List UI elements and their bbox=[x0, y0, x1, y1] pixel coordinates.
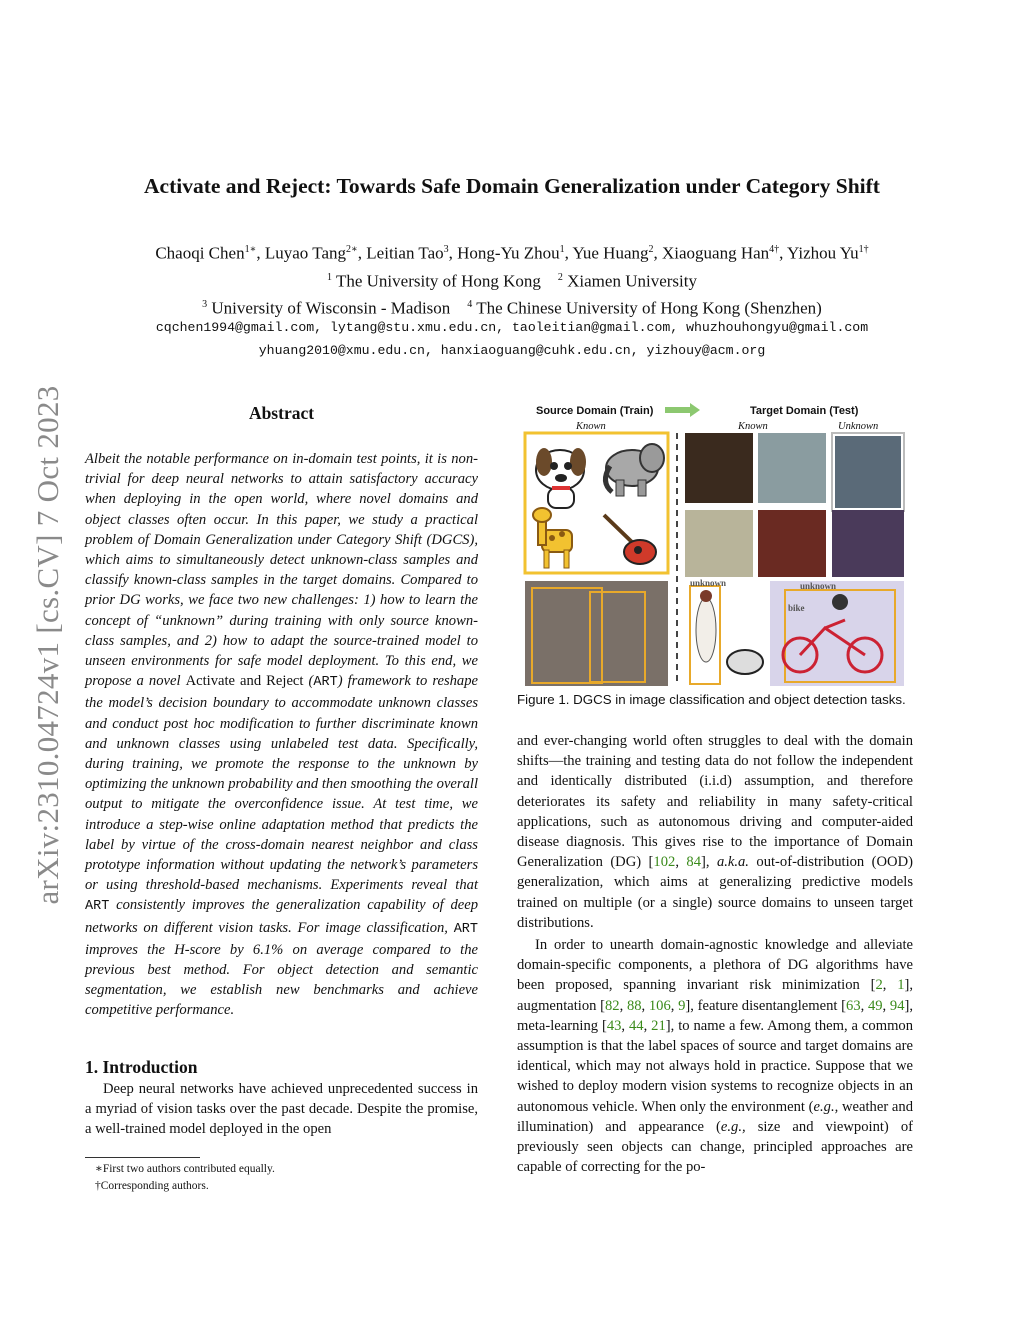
photo-elephant bbox=[758, 433, 826, 503]
citation-link[interactable]: 49 bbox=[867, 997, 883, 1014]
paper-title: Activate and Reject: Towards Safe Domain Generalization under Category Shift bbox=[144, 174, 880, 198]
known-label: Known bbox=[738, 421, 768, 432]
abstract-heading: Abstract bbox=[248, 403, 315, 423]
detection-box-label: unknown bbox=[690, 578, 727, 588]
citation-link[interactable]: 94 bbox=[889, 997, 905, 1014]
citation-link[interactable]: 44 bbox=[629, 1017, 644, 1034]
citation-link[interactable]: 88 bbox=[626, 997, 642, 1014]
target-domain-label: Target Domain (Test) bbox=[750, 405, 859, 417]
abstract-body: Albeit the notable performance on in-domain test points, it is non-trivial for deep neural networks to attain satisfactory accuracy when deploying in the open world, where novel domains and object classes often occur. In this paper, we study a practical problem of Domain Generalization under Category Shift (DGCS), which aims to simultaneously detect unknown-class samples and classify known-class samples in the target domains. Compared to prior DG works, we face two new challenges: 1) how to learn the concept of “unknown” during training with only source known-class samples, and 2) how to adapt the source-trained model to unseen environments for safe model deployment. To this end, we propose a novel Activate and Reject (ART) framework to reshape the model’s decision boundary to accommodate unknown classes and conduct post hoc modification to further discriminate known and unknown classes using unlabeled test data. Specifically, during training, we promote the response to the unknown by optimizing the unknown probability and then smoothing the overall output to mitigate the overconfidence issue. At test time, we introduce a step-wise online adaptation method that predicts the label by virtue of the cross-domain nearest neighbor and class prototype information without updating the network’s parameters or using threshold-based mechanisms. Experiments reveal that ART consistently improves the generalization capability of deep networks on different vision tasks. For image classification, ART improves the H-score by 6.1% on average compared to the previous best method. For object detection and semantic segmentation, we establish new benchmarks and achieve competitive performance. bbox=[85, 451, 478, 1019]
citation-link[interactable]: 84 bbox=[686, 854, 701, 871]
citation-link[interactable]: 1 bbox=[897, 977, 905, 994]
arxiv-sidebar: arXiv:2310.04724v1 [cs.CV] 7 Oct 2023 bbox=[30, 385, 65, 905]
citation-link[interactable]: 9 bbox=[678, 997, 686, 1014]
photo-giraffe bbox=[685, 510, 753, 577]
citation-link[interactable]: 106 bbox=[648, 997, 671, 1014]
figure-graphic bbox=[520, 400, 912, 690]
intro-paragraph: Deep neural networks have achieved unprecedented success in a myriad of vision tasks over the past decade. Despite the promise, a well-trained model deployed in the open bbox=[85, 1081, 478, 1138]
figure-caption: Figure 1. DGCS in image classification and object detection tasks. bbox=[517, 692, 906, 707]
citation-link[interactable]: 102 bbox=[653, 854, 676, 871]
footnote-rule bbox=[85, 1157, 200, 1158]
citation-link[interactable]: 21 bbox=[651, 1017, 666, 1034]
arrow-icon bbox=[665, 403, 700, 417]
body-paragraph: In order to unearth domain-agnostic knowledge and alleviate domain-specific components, a plethora of DG algorithms have been proposed, spanning invariant risk minimization [2, 1], augmentation [82, 88, 106, 9], feature disentanglement [63, 49, 94], meta-learning [43, 44, 21], to name a few. Among them, a common assumption is that the label spaces of source and target domains are identical, which may not always hold in practice. Suppose that we wished to deploy modern vision systems to recognize objects in an autonomous vehicle. When only the environment (e.g., weather and illumination) and appearance (e.g., size and viewpoint) of previously seen objects can change, principled approaches are capable of correcting for the po- bbox=[517, 937, 914, 1176]
author-emails bbox=[60, 316, 964, 362]
citation-link[interactable]: 82 bbox=[605, 997, 620, 1014]
citation-link[interactable]: 2 bbox=[875, 977, 883, 994]
footnote-1: ∗First two authors contributed equally. bbox=[95, 1163, 275, 1175]
section-heading-introduction: 1. Introduction bbox=[85, 1057, 198, 1077]
photo-husky-bike bbox=[525, 581, 668, 686]
photo-guitar bbox=[758, 510, 826, 577]
photo-horse bbox=[832, 510, 904, 577]
footnote-2: †Corresponding authors. bbox=[95, 1180, 209, 1192]
detection-box-label: bike bbox=[788, 603, 805, 613]
photo-dog bbox=[685, 433, 753, 503]
body-paragraph: and ever-changing world often struggles to deal with the domain shifts—the training and testing data do not follow the independent and identically distributed (i.i.d) assumption, and therefore deteriorates its safety and reliability in many safety-critical applications, such as autonomous driving and computer-aided disease diagnosis. This gives rise to the importance of Domain Generalization (DG) [102, 84], a.k.a. out-of-distribution (OOD) generalization, which aims at generalizing predictive models trained on multiple (or a single) source domains to unseen target distributions. bbox=[517, 733, 913, 931]
citation-link[interactable]: 63 bbox=[846, 997, 861, 1014]
source-domain-label: Source Domain (Train) bbox=[536, 405, 654, 417]
citation-link[interactable]: 43 bbox=[606, 1017, 622, 1034]
known-label: Known bbox=[576, 421, 606, 432]
author-block: Chaoqi Chen$^{1∗}$, Luyao Tang$^{2∗}$, Leitian Tao$^3$, Hong-Yu Zhou$^1$, Yue Huang$^2$, Xiaoguang Han$^{4\dagger}$, Yizhou $Yu^{1\dagger}$ $^1$ The University of Hong Kong $^2$ Xiamen University $^3$ University of Wisconsin - Madison $^4$ The Chinese University of Hong Kong (Shenzhen) bbox=[155, 243, 869, 318]
photo-house bbox=[835, 436, 901, 508]
unknown-label: Unknown bbox=[838, 421, 879, 432]
figure-1 bbox=[520, 400, 912, 690]
detection-box-label: unknown bbox=[800, 581, 837, 591]
email-line[interactable]: yhuang2010@xmu.edu.cn, hanxiaoguang@cuhk.edu.cn, yizhouy@acm.org bbox=[258, 343, 766, 358]
email-line[interactable]: cqchen1994@gmail.com, lytang@stu.xmu.edu.cn, taoleitian@gmail.com, whuzhouhongyu@gmail.com bbox=[155, 320, 869, 335]
